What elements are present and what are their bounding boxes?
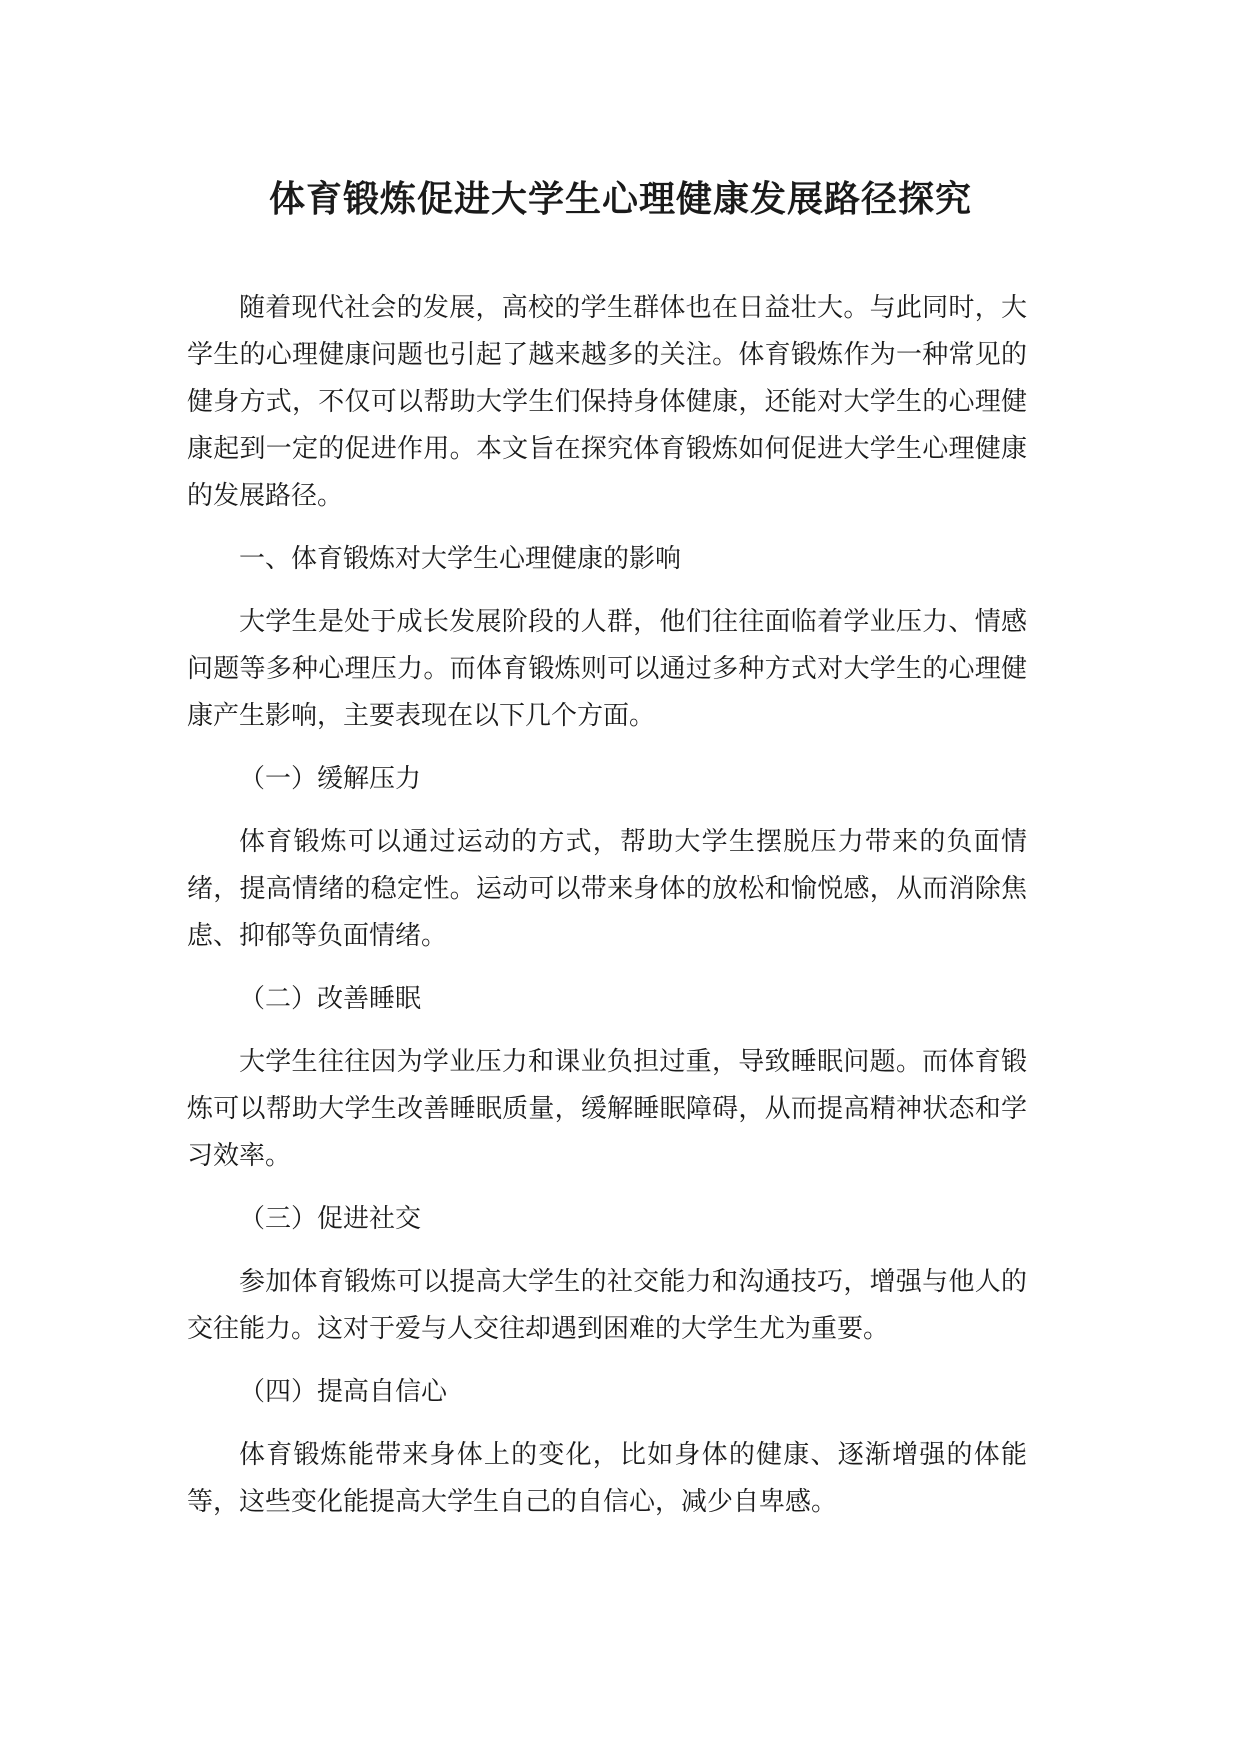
subsection-heading-confidence: （四）提高自信心: [239, 1377, 448, 1407]
social-paragraph: 参加体育锻炼可以提高大学生的社交能力和沟通技巧，增强与他人的交往能力。这对于爱与人交往却遇到困难的大学生尤为重要。: [187, 1267, 1027, 1344]
section-1-paragraph: 大学生是处于成长发展阶段的人群，他们往往面临着学业压力、情感问题等多种心理压力。而体育锻炼则可以通过多种方式对大学生的心理健康产生影响，主要表现在以下几个方面。: [187, 607, 1027, 731]
subsection-heading-social: （三）促进社交: [239, 1204, 422, 1234]
document-body: [187, 285, 1027, 1542]
section-heading-1: 一、体育锻炼对大学生心理健康的影响: [239, 544, 682, 574]
subsection-heading-relieve-stress: （一）缓解压力: [239, 764, 422, 794]
document-title: 体育锻炼促进大学生心理健康发展路径探究: [268, 179, 972, 220]
intro-paragraph: 随着现代社会的发展，高校的学生群体也在日益壮大。与此同时，大学生的心理健康问题也引起了越来越多的关注。体育锻炼作为一种常见的健身方式，不仅可以帮助大学生们保持身体健康，还能对大学生的心理健康起到一定的促进作用。本文旨在探究体育锻炼如何促进大学生心理健康的发展路径。: [187, 293, 1027, 511]
improve-sleep-paragraph: 大学生往往因为学业压力和课业负担过重，导致睡眠问题。而体育锻炼可以帮助大学生改善睡眠质量，缓解睡眠障碍，从而提高精神状态和学习效率。: [187, 1047, 1027, 1171]
subsection-heading-improve-sleep: （二）改善睡眠: [239, 984, 422, 1014]
relieve-stress-paragraph: 体育锻炼可以通过运动的方式，帮助大学生摆脱压力带来的负面情绪，提高情绪的稳定性。运动可以带来身体的放松和愉悦感，从而消除焦虑、抑郁等负面情绪。: [187, 827, 1027, 951]
confidence-paragraph: 体育锻炼能带来身体上的变化，比如身体的健康、逐渐增强的体能等，这些变化能提高大学生自己的自信心，减少自卑感。: [187, 1440, 1027, 1517]
